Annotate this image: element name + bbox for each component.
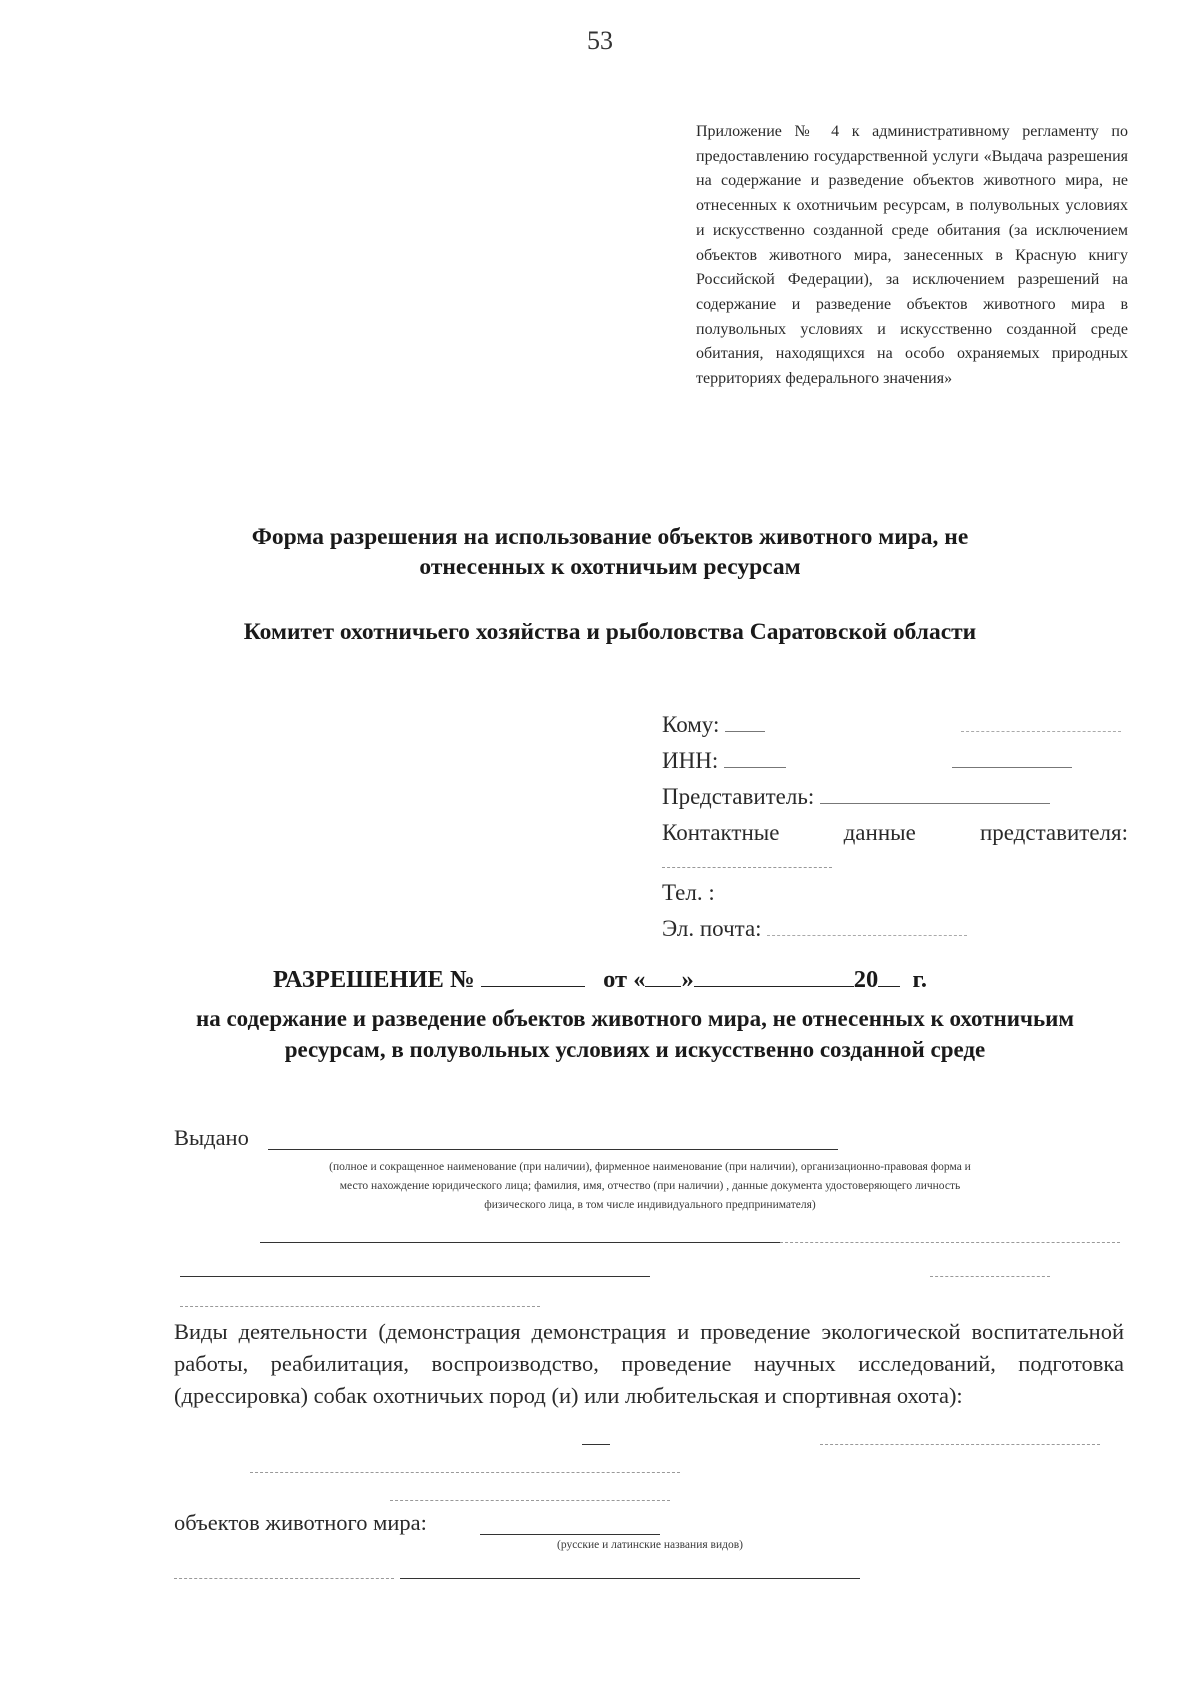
issued-label: Выдано xyxy=(174,1125,249,1150)
permit-quote-close: » xyxy=(681,966,694,993)
to-blank[interactable] xyxy=(725,713,765,732)
inn-label: ИНН: xyxy=(662,748,719,773)
contact-blank-row xyxy=(662,848,832,874)
contact-word-1: Контактные xyxy=(662,820,780,845)
inn-row xyxy=(662,748,1072,774)
inn-blank[interactable] xyxy=(724,749,786,768)
issued-hint-line-1: (полное и сокращенное наименование (при наличии), фирменное наименование (при наличии), организационно-правовая форма и xyxy=(329,1161,971,1173)
activities-text: Виды деятельности (демонстрация демонстрация и проведение экологической воспитательной работы, реабилитация, воспроизводство, проведение научных исследований, подготовка (дрессировка) собак охотничьих пород (и) или любительская и спортивная охота): xyxy=(174,1319,1124,1408)
wildlife-blank[interactable] xyxy=(480,1534,660,1535)
issued-hint-line-3: физического лица, в том числе индивидуального предпринимателя) xyxy=(484,1199,816,1211)
phone-label: Тел. : xyxy=(662,880,715,905)
phone-row xyxy=(662,880,715,906)
permit-year-suffix: г. xyxy=(912,966,927,993)
issued-line-2-tail xyxy=(780,1242,1120,1243)
contact-row xyxy=(662,820,1128,846)
permit-title-prefix: РАЗРЕШЕНИЕ № xyxy=(273,966,475,993)
appendix-note: Приложение № 4 к административному регламенту по предоставлению государственной услуги «Выдача разрешения на содержание и разведение объектов животного мира, не отнесенных к охотничьим ресурсам, в полувольных условиях и искусственно созданной среде обитания (за исключением объектов животного мира, занесенных в Красную книгу Российской Федерации), за исключением разрешений на содержание и разведение объектов животного мира в полувольных условиях и искусственно созданной среде обитания, находящихся на особо охраняемых природных территориях федерального значения» xyxy=(696,123,1128,388)
email-blank[interactable] xyxy=(767,917,967,936)
representative-row xyxy=(662,784,1050,810)
form-title-line2: отнесенных к охотничьим ресурсам xyxy=(419,554,801,580)
activities-blank[interactable] xyxy=(582,1444,610,1445)
permit-year-blank[interactable] xyxy=(878,966,900,987)
contact-word-2: данные xyxy=(843,820,916,845)
form-title xyxy=(160,522,1060,582)
permit-date-from: от « xyxy=(603,966,646,993)
issued-line[interactable] xyxy=(268,1149,838,1150)
wildlife-line-2[interactable] xyxy=(400,1578,860,1579)
issued-line-3[interactable] xyxy=(180,1276,650,1277)
activities-line-2[interactable] xyxy=(250,1472,680,1473)
contact-word-3: представителя: xyxy=(979,820,1128,845)
issued-hint-line-2: место нахождение юридического лица; фамилия, имя, отчество (при наличии) , данные документа удостоверяющего личность xyxy=(339,1180,961,1192)
page-number: 53 xyxy=(587,26,613,55)
wildlife-hint: (русские и латинские названия видов) xyxy=(557,1539,743,1551)
activities-blank-tail xyxy=(820,1444,1100,1445)
to-row xyxy=(662,712,1121,738)
issued-line-2[interactable] xyxy=(260,1242,780,1243)
organization-title: Комитет охотничьего хозяйства и рыболовства Саратовской области xyxy=(243,619,977,645)
wildlife-label: объектов животного мира: xyxy=(174,1510,427,1535)
permit-year-prefix: 20 xyxy=(853,966,879,993)
form-title-line1: Форма разрешения на использование объектов животного мира, не xyxy=(251,524,969,550)
email-row xyxy=(662,916,967,942)
representative-label: Представитель: xyxy=(662,784,815,809)
permit-number-blank[interactable] xyxy=(481,966,585,987)
inn-blank-tail xyxy=(952,749,1072,768)
to-blank-tail xyxy=(961,713,1121,732)
to-label: Кому: xyxy=(662,712,720,737)
permit-subtitle: на содержание и разведение объектов животного мира, не отнесенных к охотничьим ресурсам, в полувольных условиях и искусственно созданной среде xyxy=(195,1006,1075,1062)
wildlife-line-2-lead xyxy=(174,1578,394,1579)
permit-day-blank[interactable] xyxy=(645,966,681,987)
activities-line-3 xyxy=(390,1500,670,1501)
issued-line-4[interactable] xyxy=(180,1306,540,1307)
permit-month-blank[interactable] xyxy=(694,966,854,987)
issued-line-3-tail xyxy=(930,1276,1050,1277)
permit-title xyxy=(0,966,1200,994)
issued-hint xyxy=(180,1158,1120,1215)
contact-blank[interactable] xyxy=(662,849,832,868)
email-label: Эл. почта: xyxy=(662,916,762,941)
representative-blank[interactable] xyxy=(820,785,1050,804)
